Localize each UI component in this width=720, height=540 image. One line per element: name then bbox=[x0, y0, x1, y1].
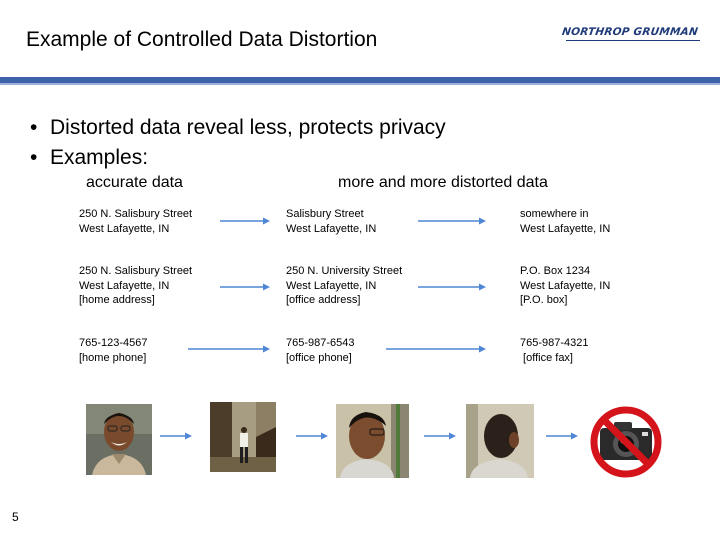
bullet-item bbox=[30, 113, 446, 143]
bullet-text: Examples: bbox=[50, 146, 149, 169]
bullet-dot: • bbox=[30, 116, 38, 139]
row2-distorted: 250 N. University Street West Lafayette, IN [office address] bbox=[286, 265, 403, 306]
right-arrow-icon bbox=[418, 283, 486, 291]
right-arrow-icon bbox=[188, 345, 270, 353]
row1-most-distorted: somewhere in West Lafayette, IN bbox=[520, 208, 611, 235]
photo-face-clear bbox=[86, 404, 152, 475]
right-arrow-icon bbox=[546, 432, 578, 440]
photo-back-of-head bbox=[466, 404, 534, 478]
bullet-list bbox=[30, 113, 446, 173]
page-number: 5 bbox=[12, 510, 19, 524]
photo-full-body-distant bbox=[210, 402, 276, 472]
accurate-data-header: accurate data bbox=[86, 174, 183, 191]
row2-accurate: 250 N. Salisbury Street West Lafayette, IN [home address] bbox=[79, 265, 193, 306]
no-camera-icon bbox=[584, 402, 668, 480]
right-arrow-icon bbox=[418, 217, 486, 225]
row2-most-distorted: P.O. Box 1234 West Lafayette, IN [P.O. box] bbox=[520, 265, 611, 306]
bullet-item bbox=[30, 143, 446, 173]
header-bar-accent bbox=[0, 83, 720, 85]
right-arrow-icon bbox=[424, 432, 456, 440]
row1-distorted: Salisbury Street West Lafayette, IN bbox=[286, 208, 377, 235]
right-arrow-icon bbox=[220, 217, 270, 225]
distorted-data-header: more and more distorted data bbox=[338, 174, 548, 191]
row3-accurate: 765-123-4567 [home phone] bbox=[79, 337, 148, 364]
row3-most-distorted: 765-987-4321 [office fax] bbox=[520, 337, 589, 364]
slide-title: Example of Controlled Data Distortion bbox=[26, 28, 378, 51]
photo-face-side-profile bbox=[336, 404, 409, 478]
bullet-dot: • bbox=[30, 146, 38, 169]
row1-accurate: 250 N. Salisbury Street West Lafayette, IN bbox=[79, 208, 193, 235]
right-arrow-icon bbox=[386, 345, 486, 353]
northrop-grumman-logo: NORTHROP GRUMMAN bbox=[561, 26, 699, 38]
right-arrow-icon bbox=[220, 283, 270, 291]
right-arrow-icon bbox=[160, 432, 192, 440]
bullet-text: Distorted data reveal less, protects privacy bbox=[50, 116, 446, 139]
row3-distorted: 765-987-6543 [office phone] bbox=[286, 337, 355, 364]
logo-underline bbox=[566, 40, 700, 41]
right-arrow-icon bbox=[296, 432, 328, 440]
